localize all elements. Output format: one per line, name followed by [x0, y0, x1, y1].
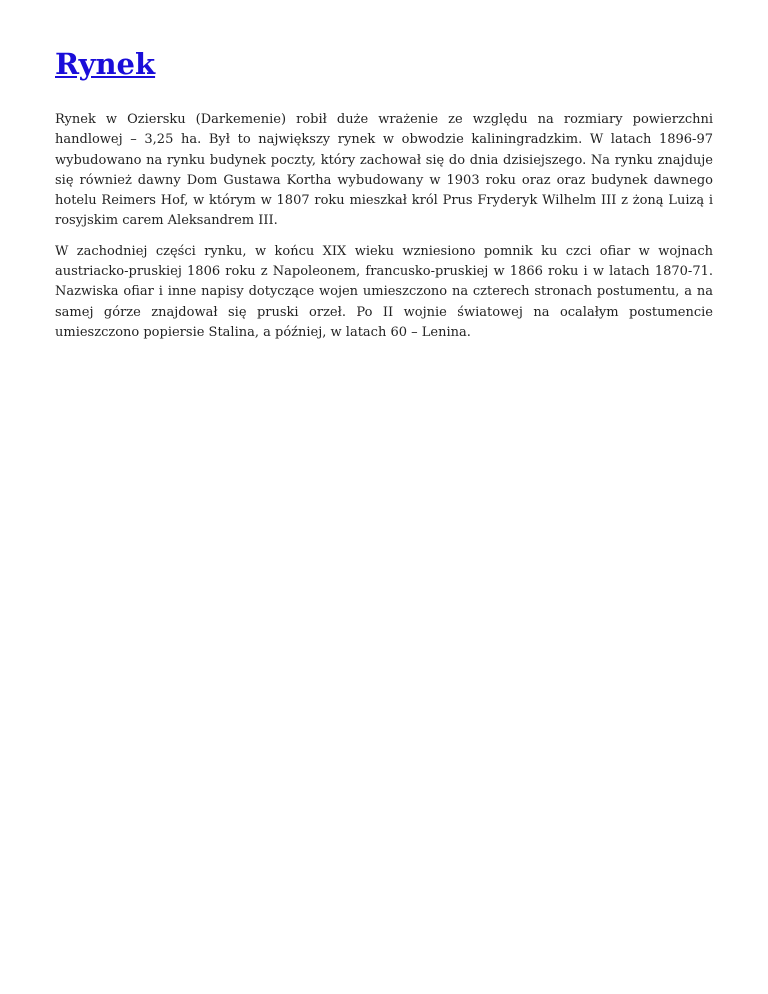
article-paragraph-2: W zachodniej części rynku, w końcu XIX wieku wzniesiono pomnik ku czci ofiar w wojnach austriacko-pruskiej 1806 roku z Napoleonem, francusko-pruskiej w 1866 roku i w latach 1870-71. Nazwiska ofiar i inne napisy dotyczące wojen umieszczono na czterech stronach postumentu, a na samej górze znajdował się pruski orzeł. Po II wojnie światowej na ocalałym postumencie umieszczono popiersie Stalina, a później, w latach 60 – Lenina. — [55, 243, 713, 340]
article — [55, 44, 713, 353]
article-title — [55, 44, 713, 84]
article-title-link[interactable]: Rynek — [55, 47, 156, 81]
article-paragraph-1: Rynek w Oziersku (Darkemenie) robił duże wrażenie ze względu na rozmiary powierzchni handlowej – 3,25 ha. Był to największy rynek w obwodzie kaliningradzkim. W latach 1896-97 wybudowano na rynku budynek poczty, który zachował się do dnia dzisiejszego. Na rynku znajduje się również dawny Dom Gustawa Kortha wybudowany w 1903 roku oraz oraz budynek dawnego hotelu Reimers Hof, w którym w 1807 roku mieszkał król Prus Fryderyk Wilhelm III z żoną Luizą i rosyjskim carem Aleksandrem III. — [55, 112, 713, 229]
